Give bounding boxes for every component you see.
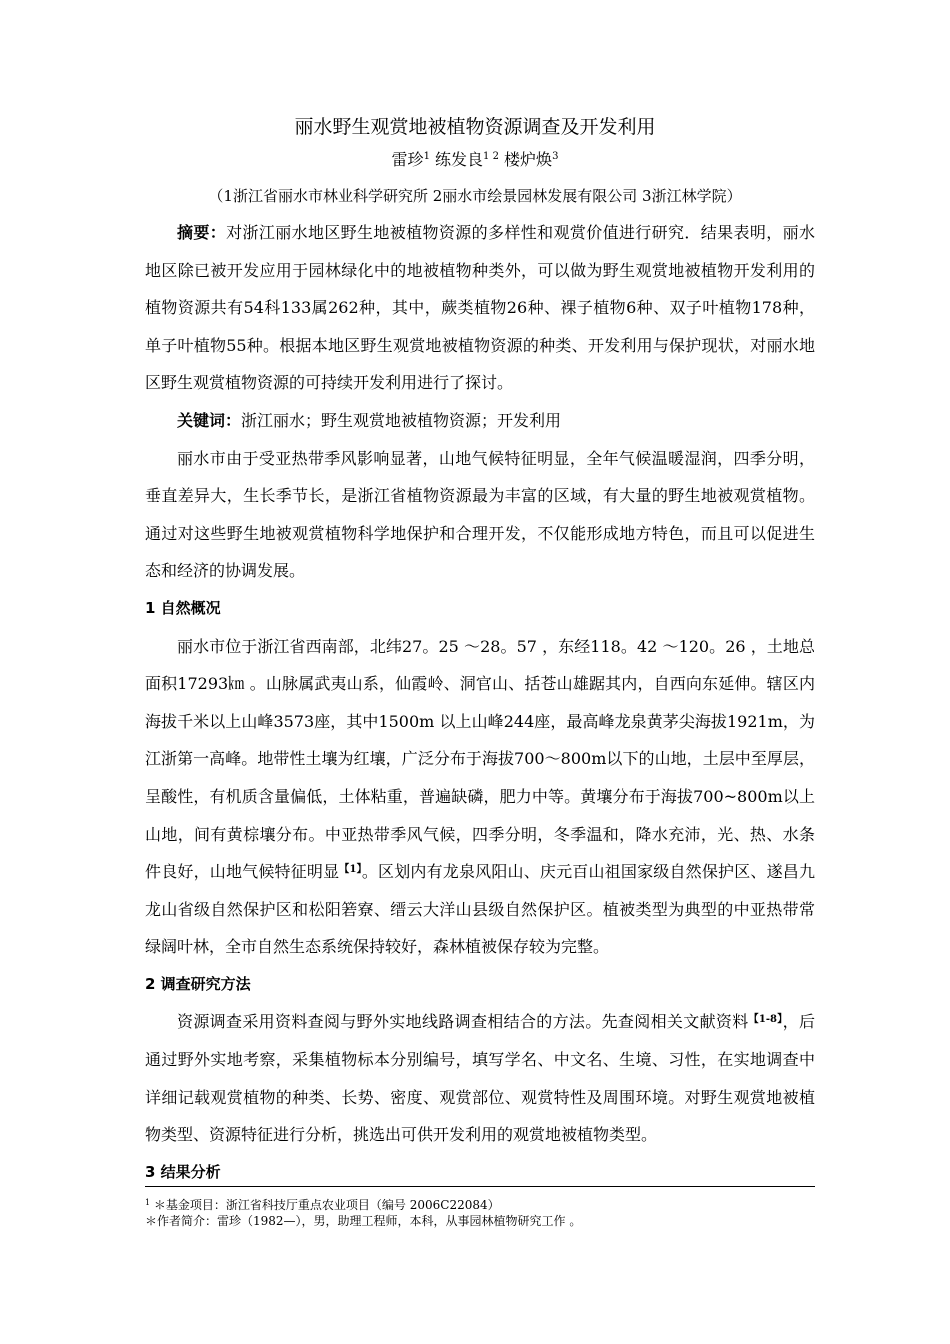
section-heading: 3 结果分析: [145, 1162, 221, 1181]
keywords-text: 浙江丽水；野生观赏地被植物资源；开发利用: [241, 410, 562, 430]
affiliation-line: （1浙江省丽水市林业科学研究所 2丽水市绘景园林发展有限公司 3浙江林学院）: [208, 187, 742, 205]
paragraph-text: 资源调查采用资料查阅与野外实地线路调查相结合的方法。先查阅相关文献资料: [177, 1012, 749, 1032]
abstract-label: 摘要：: [177, 223, 227, 242]
abstract-text: 对浙江丽水地区野生地被植物资源的多样性和观赏价值进行研究．结果表明，丽水地区除已被开发应用于园林绿化中的地被植物种类外，可以做为野生观赏地被植物开发利用的植物资源共有54科133属262种，其中，蕨类植物26种、裸子植物6种、双子叶植物178种，单子叶植物55种。根据本地区野生观赏地被植物资源的种类、开发利用与保护现状，对丽水地区野生观赏植物资源的可持续开发利用进行了探讨。: [145, 223, 815, 393]
section-paragraph: [145, 628, 815, 966]
section-paragraph: [145, 1003, 815, 1153]
section-heading: 1 自然概况: [145, 598, 221, 617]
author-name: 楼炉焕: [504, 150, 553, 169]
section-heading: 2 调查研究方法: [145, 974, 251, 993]
abstract-paragraph: [145, 214, 815, 402]
document-body: [145, 214, 815, 1191]
paper-title: 丽水野生观赏地被植物资源调查及开发利用: [294, 116, 656, 138]
author-name: 雷珍: [391, 150, 424, 169]
keywords-paragraph: [145, 402, 815, 440]
author-affiliation-mark: 3: [552, 151, 559, 162]
footnote: ＊作者简介：雷珍（1982—），男，助理工程师，本科，从事园林植物研究工作 。: [145, 1214, 582, 1228]
citation-ref: 【1-8】: [748, 1014, 783, 1026]
citation-ref: 【1】: [339, 864, 362, 876]
author-affiliation-mark: 1: [423, 151, 430, 162]
author-line: [0, 148, 950, 172]
paragraph-text: ，后通过野外实地考察，采集植物标本分别编号，填写学名、中文名、生境、习性，在实地调查中详细记载观赏植物的种类、长势、密度、观赏部位、观赏特性及周围环境。对野生观赏地被植物类型、资源特征进行分析，挑选出可供开发利用的观赏地被植物类型。: [145, 1012, 815, 1145]
footnote-mark: 1: [145, 1198, 151, 1207]
footnotes: [145, 1186, 815, 1229]
keywords-label: 关键词：: [177, 410, 242, 430]
paragraph-text: 丽水市位于浙江省西南部，北纬27。25 ～28。57 ，东经118。42 ～120。26 ，土地总面积17293㎞ 。山脉属武夷山系，仙霞岭、洞官山、括苍山雄踞其内，自西向东延伸。辖区内海拔千米以上山峰3573座，其中1500m 以上山峰244座，最高峰龙泉黄茅尖海拔1921m，为江浙第一高峰。地带性土壤为红壤，广泛分布于海拔700～800m以下的山地，土层中至厚层，呈酸性，有机质含量偏低，土体粘重，普遍缺磷，肥力中等。黄壤分布于海拔700~800m以上山地，间有黄棕壤分布。中亚热带季风气候，四季分明，冬季温和，降水充沛，光、热、水条件良好，山地气候特征明显: [145, 636, 815, 882]
intro-paragraph: 丽水市由于受亚热带季风影响显著，山地气候特征明显，全年气候温暖湿润，四季分明，垂直差异大，生长季节长，是浙江省植物资源最为丰富的区域，有大量的野生地被观赏植物。通过对这些野生地被观赏植物科学地保护和合理开发，不仅能形成地方特色，而且可以促进生态和经济的协调发展。: [145, 448, 815, 581]
footnote-text: ＊基金项目：浙江省科技厅重点农业项目（编号 2006C22084）: [153, 1198, 500, 1212]
author-affiliation-mark: 1 2: [483, 151, 499, 162]
footnote: [145, 1197, 815, 1213]
author-name: 练发良: [435, 150, 484, 169]
paragraph-text: 。区划内有龙泉风阳山、庆元百山祖国家级自然保护区、遂昌九龙山省级自然保护区和松阳箬寮、缙云大洋山县级自然保护区。植被类型为典型的中亚热带常绿阔叶林，全市自然生态系统保持较好，森林植被保存较为完整。: [145, 862, 815, 957]
